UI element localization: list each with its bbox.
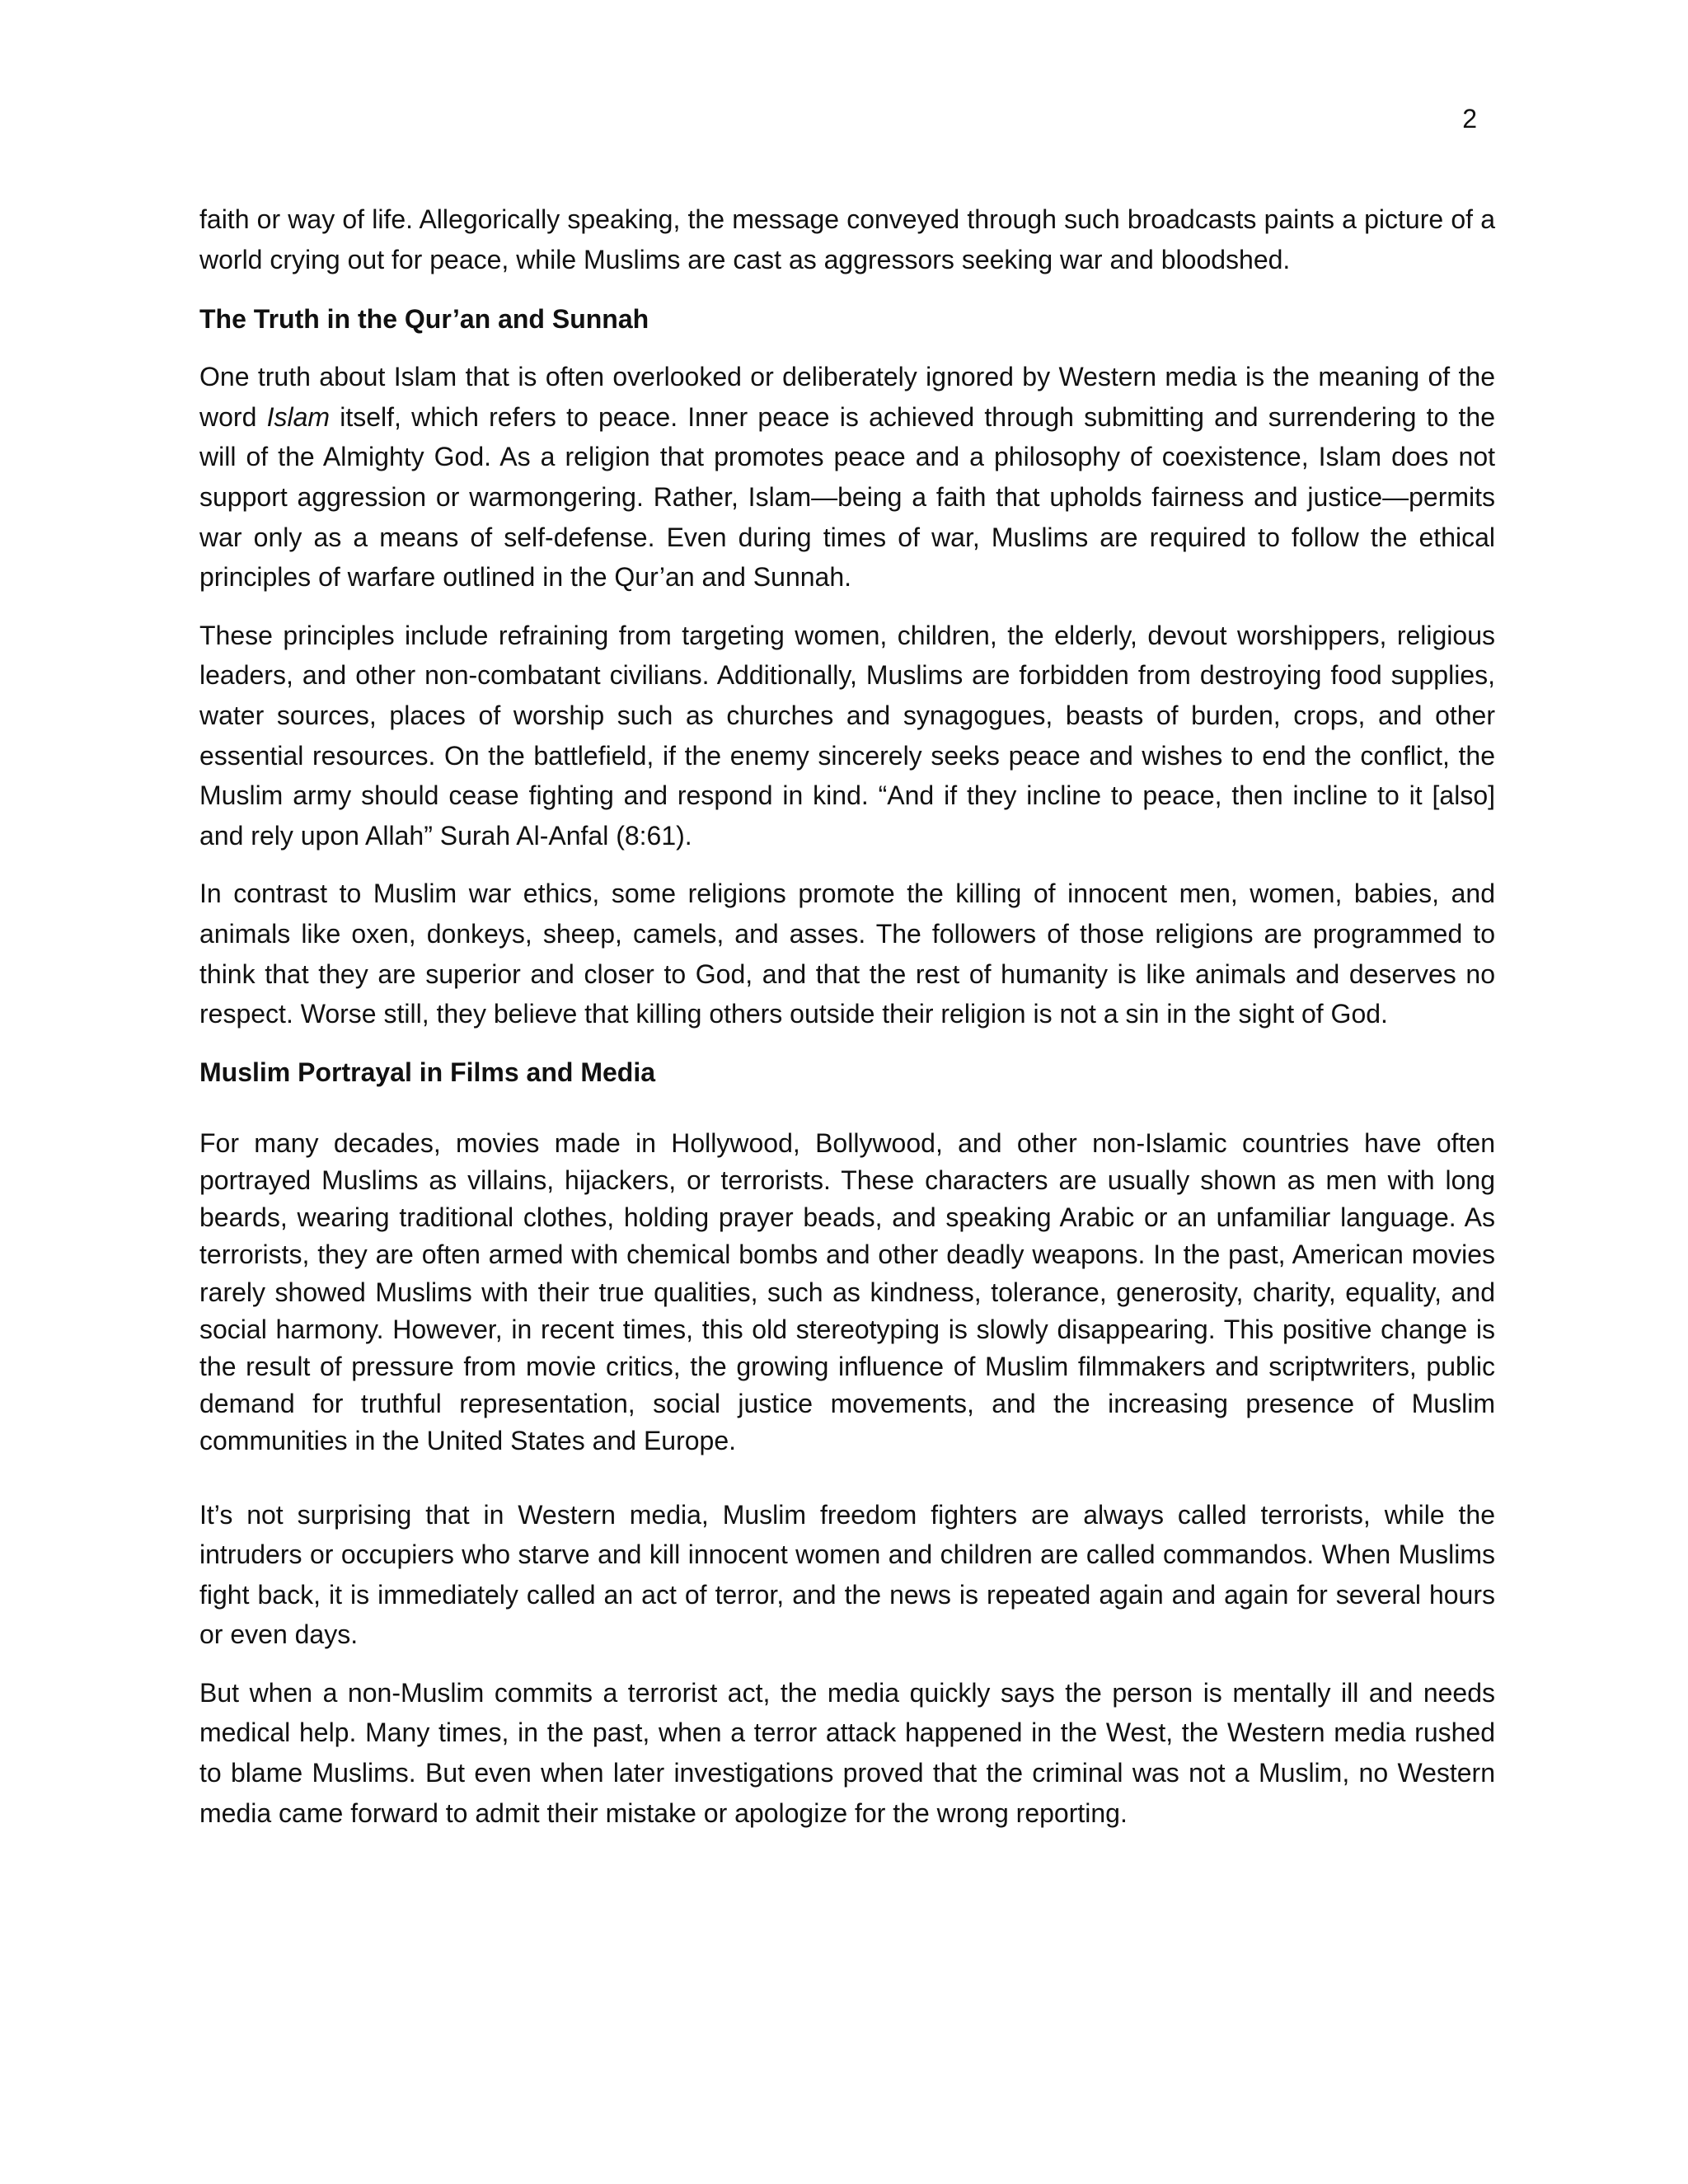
paragraph-continuation: faith or way of life. Allegorically speaking, the message conveyed through such broadcasts paints a picture of a world crying out for peace, while Muslims are cast as aggressors seeking war and bloodshed.: [199, 204, 1495, 274]
paragraph-text: One truth about Islam that is often overlooked or deliberately ignored by Western media is the meaning of the word: [199, 362, 1495, 432]
paragraph-war-principles: These principles include refraining from targeting women, children, the elderly, devout worshippers, religious leaders, and other non-combatant civilians. Additionally, Muslims are forbidden from destroying food supplies, water sources, places of worship such as churches and synagogues, beasts of burden, crops, and other essential resources. On the battlefield, if the enemy sincerely seeks peace and wishes to end the conflict, the Muslim army should cease fighting and respond in kind. “And if they incline to peace, then incline to it [also] and rely upon Allah” Surah Al-Anfal (8:61).: [199, 620, 1495, 851]
paragraph-media-blame: But when a non-Muslim commits a terrorist act, the media quickly says the person is mentally ill and needs medical help. Many times, in the past, when a terror attack happened in the West, the Western media rushed to blame Muslims. But even when later investigations proved that the criminal was not a Muslim, no Western media came forward to admit their mistake or apologize for the wrong reporting.: [199, 1677, 1495, 1828]
document-body: [199, 199, 1495, 1833]
italic-word: Islam: [266, 401, 331, 432]
paragraph-text: itself, which refers to peace. Inner peace is achieved through submitting and surrendering to the will of the Almighty God. As a religion that promotes peace and a philosophy of coexistence, Islam does not support aggression or warmongering. Rather, Islam—being a faith that upholds fairness and justice—permits war only as a means of self-defense. Even during times of war, Muslims are required to follow the ethical principles of warfare outlined in the Qur’an and Sunnah.: [199, 401, 1496, 593]
paragraph-contrast-ethics: In contrast to Muslim war ethics, some religions promote the killing of innocent men, women, babies, and animals like oxen, donkeys, sheep, camels, and asses. The followers of those religions are programmed to think that they are superior and closer to God, and that the rest of humanity is like animals and deserves no respect. Worse still, they believe that killing others outside their religion is not a sin in the sight of God.: [199, 879, 1495, 1029]
paragraph-films-portrayal: For many decades, movies made in Hollywood, Bollywood, and other non-Islamic countries have often portrayed Muslims as villains, hijackers, or terrorists. These characters are usually shown as men with long beards, wearing traditional clothes, holding prayer beads, and speaking Arabic or an unfamiliar language. As terrorists, they are often armed with chemical bombs and other deadly weapons. In the past, American movies rarely showed Muslims with their true qualities, such as kindness, tolerance, generosity, charity, equality, and social harmony. However, in recent times, this old stereotyping is slowly disappearing. This positive change is the result of pressure from movie critics, the growing influence of Muslim filmmakers and scriptwriters, public demand for truthful representation, social justice movements, and the increasing presence of Muslim communities in the United States and Europe.: [199, 1127, 1495, 1456]
paragraph-meaning-of-islam: [199, 357, 1495, 598]
section-heading-muslim-portrayal: Muslim Portrayal in Films and Media: [199, 1057, 656, 1087]
page-number: 2: [1462, 104, 1477, 134]
paragraph-freedom-fighters: It’s not surprising that in Western media, Muslim freedom fighters are always called terrorists, while the intruders or occupiers who starve and kill innocent women and children are called commandos. When Muslims fight back, it is immediately called an act of terror, and the news is repeated again and again for several hours or even days.: [199, 1499, 1495, 1650]
section-heading-truth-quran-sunnah: The Truth in the Qur’an and Sunnah: [199, 304, 649, 335]
